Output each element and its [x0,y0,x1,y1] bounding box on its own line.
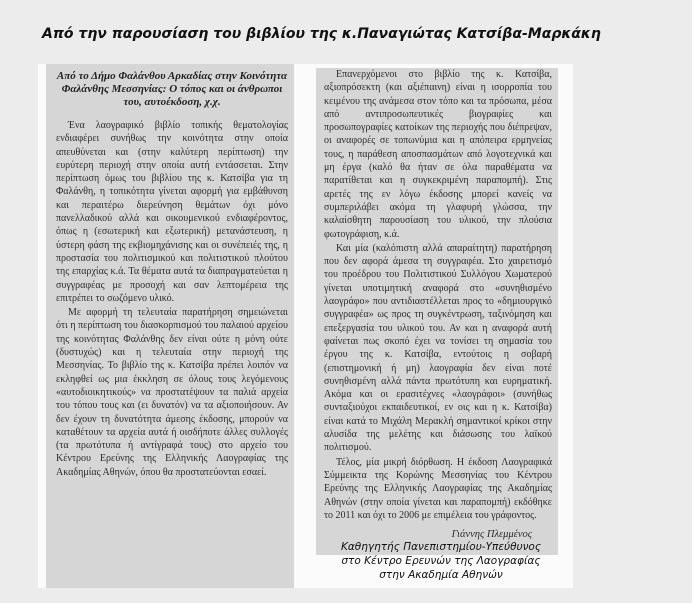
clipping-paragraph: Επανερχόμενοι στο βιβλίο της κ. Κατσίβα, αξιοπρόσεκτη (και αξιέπαινη) είναι η ισορροπία του κειμένου της ανάμεσα στον τόπο και τα πρόσωπα, μέσα από αντιπροσωπευτικές βιογραφίες και προσωπογραφίες κατοίκων της περιοχής που διέπρεψαν, οι αναφορές σε τοπωνύμια και η απόπειρα ερμηνείας τους, η παράθεση αποσπασμάτων από λογοτεχνικά και μη έργα (καλό θα ήταν σε όλα παραθέματα να παρατίθεται και η συγκεκριμένη παραπομπή). Στις αρετές της εν λόγω έκδοσης μπορεί κανείς να συμπεριλάβει ακόμα τη γλαφυρή γλώσσα, την καλαίσθητη παρουσίαση του υλικού, την πλούσια φωτογράφιση, κ.ά. [324,69,552,240]
clipping-paragraph: Τέλος, μία μικρή διόρθωση. Η έκδοση Λαογραφικά Σύμμεικτα της Κορώνης Μεσσηνίας του Κέντρου Ερεύνης της Ελληνικής Λαογραφίας της Ακαδημίας Αθηνών (στην οποία γίνεται και παραπομπή) εκδόθηκε το 2011 και όχι το 2006 με επιμέλεια του γράφοντος. [324,456,552,521]
clipping-paragraph: Με αφορμή τη τελευταία παρατήρηση σημειώνεται ότι η περίπτωση του διασκορπισμού του παλαιού αρχείου της κοινότητας Φαλάνθης δεν είναι ούτε η μόνη ούτε (δυστυχώς) και η τελευταία στην περιοχή της Μεσσηνίας. Το βιβλίο της κ. Κατσίβα πρέπει λοιπόν να εκληφθεί ως μια έκκληση σε όλους τους λεγόμενους «αυτοδιοικητικούς» να προστατέψουν τα παλιά αρχεία του τόπου τους και (ει δυνατόν) να τα αξιοποιήσουν. Αν δεν έχουν τη δυνατότητα άμεσης έκδοσης, μπορούν να καταθέτουν τα αρχεία αυτά ή οισδήποτε άλλες συλλογές (τα πρωτότυπα ή αντίγραφά τους) στο αρχείο του Κέντρου Ερεύνης της Ελληνικής Λαογραφίας της Ακαδημίας Αθηνών, όπου θα προστατεύονται εσαεί. [56,307,288,478]
caption-line: στην Ακαδημία Αθηνών [379,569,503,581]
author-signature: Γιάννης Πλεμμένος [451,529,532,541]
clipping-heading: Από το Δήμο Φαλάνθου Αρκαδίας στην Κοινότητα Φαλάνθης Μεσσηνίας: Ο τόπος και οι άνθρωποι του, αυτοέκδοση, χ.χ. [56,70,288,108]
clipping-right-column [316,68,558,555]
clipping-left-column [46,64,294,588]
page-title: Από την παρουσίαση του βιβλίου της κ.Παναγιώτας Κατσίβα-Μαρκάκη [42,26,601,42]
clipping-paragraph: Και μία (καλόπιστη αλλά απαραίτητη) παρατήρηση που δεν αφορά άμεσα τη συγγραφέα. Στο χαιρετισμό του προέδρου του Πολιτιστικού Συλλόγου Χωματερού γίνεται υποτιμητική αναφορά στο «συνηθισμένο λαογράφο» που αντιδιαστέλλεται προς το «δημιουργικό συγγραφέα» ως προς τη συγκέντρωση, ταξινόμηση και επεξεργασία του υλικού του. Αν και η αναφορά αυτή φαίνεται πως σκοπό έχει να τονίσει τη σημασία του έργου της κ. Κατσίβα, εντούτοις η σοβαρή (επιστημονική ή μη) λαογραφία δεν είναι ποτέ συνηθισμένη αλλά πάντα πρωτότυπη και ευρηματική. Ακόμα και οι ερασιτέχνες «λαογράφοι» (συνήθως συνταξιούχοι εκπαιδευτικοί, εν οις και η κ. Κατσίβα) είναι κατά το Μιχάλη Μερακλή σημαντικοί κρίκοι στην αλυσίδα της μελέτης και διάσωσης του λαϊκού πολιτισμού. [324,242,552,454]
caption-line: στο Κέντρο Ερευνών της Λαογραφίας [341,555,541,567]
author-caption [316,540,566,582]
clipping-paragraph: Ένα λαογραφικό βιβλίο τοπικής θεματολογίας ενδιαφέρει συνήθως την κοινότητα στην οποία απευθύνεται και (στην καλύτερη περίπτωση) την ευρύτερη περιοχή στην οποία αυτή εντάσσεται. Στην περίπτωση όμως του βιβλίου της κ. Κατσίβα για τη Φαλάνθη, η τοπικότητα γίνεται αφορμή για εμβάθυνση και περαιτέρω διερεύνηση θεμάτων όχι μόνο πανελλαδικού αλλά και οικουμενικού ενδιαφέροντος, όπως η (εσωτερική και εξωτερική) μετανάστευση, η ύστερη φάση της εκβιομηχάνισης και οι συνέπειές της, η προστασία του πολιτισμικού και πολιτιστικού πλούτου της επαρχίας κ.ά. Τα θέματα αυτά τα διαπραγματεύεται η συγγραφέας με προσοχή και σαν λεπτομέρεια της επιτρέπει το σωζόμενο υλικό. [56,120,288,304]
newspaper-clipping [38,64,573,588]
caption-line: Καθηγητής Πανεπιστημίου-Υπεύθυνος [340,541,542,553]
